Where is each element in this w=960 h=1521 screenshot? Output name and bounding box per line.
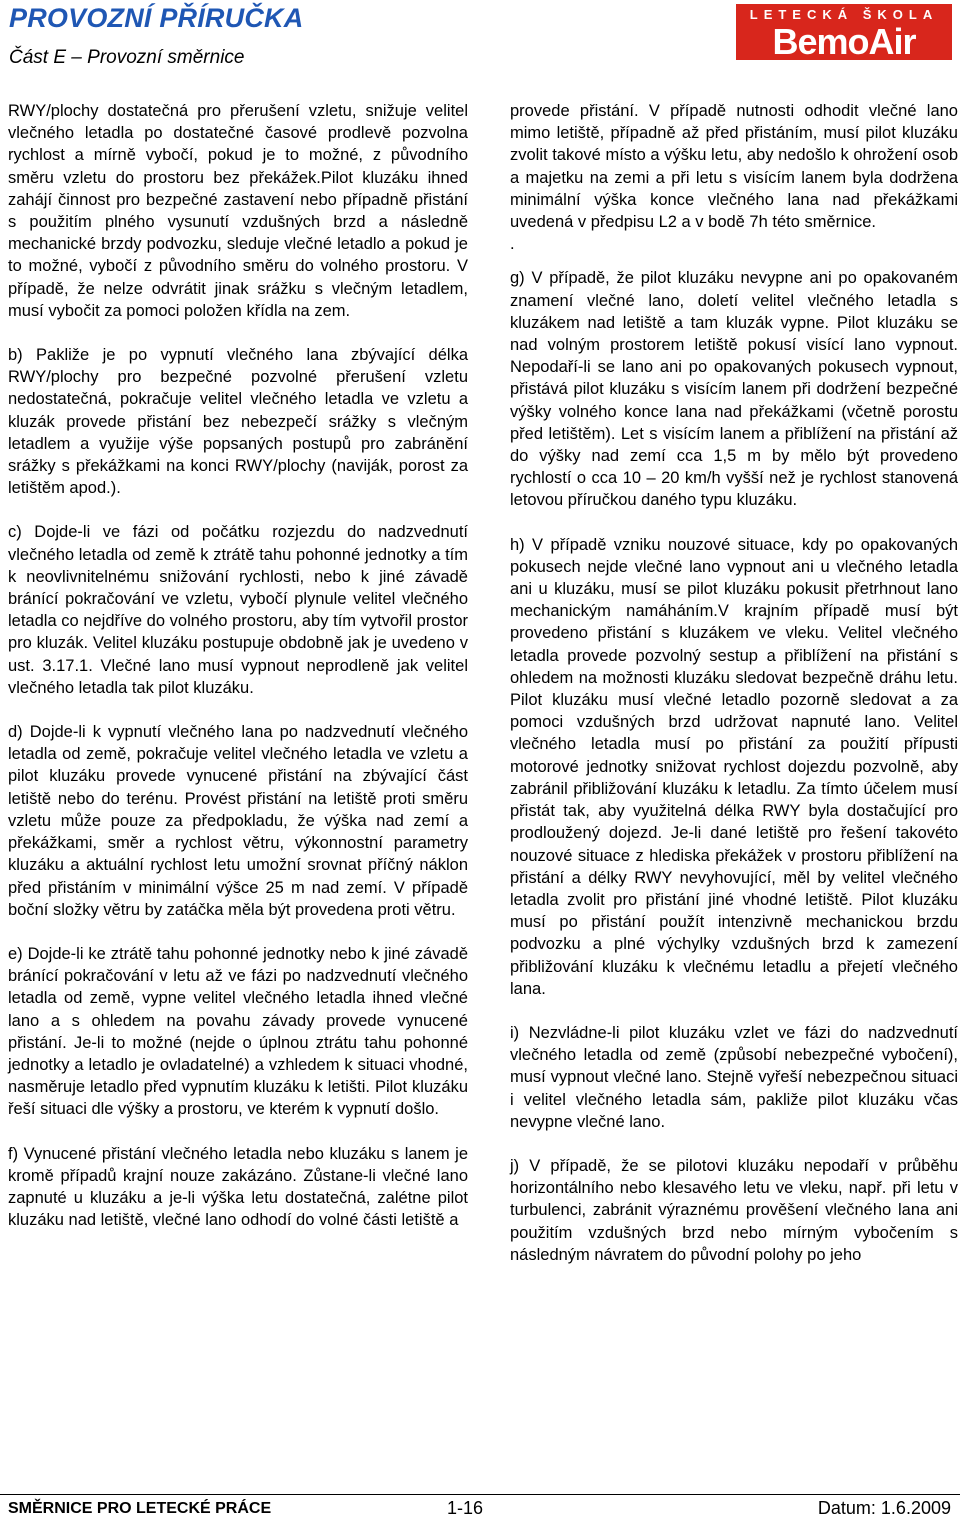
logo-wordmark: BemoAir (772, 21, 916, 62)
paragraph-dot: . (510, 235, 515, 254)
page-number: 1-16 (447, 1498, 484, 1518)
page-header (0, 0, 960, 80)
paragraph-c: c) Dojde-li ve fázi od počátku rozjezdu do nadzvednutí vlečného letadla od země k ztrátě tahu pohonné jednotky a tím k neovlivnitelnému snižování rychlosti, nebo k jiné závadě bránící pokračování ve vzletu, vybočí plynule velitel vlečného letadla co nejdříve do volného prostoru, aby tím vytvořil prostor pro kluzák. Velitel kluzáku postupuje obdobně jak je uvedeno v ust. 3.17.1. Vlečné lano musí vypnout neprodleně jak velitel vlečného letadla tak pilot kluzáku. (8, 523, 468, 697)
paragraph-f: f) Vynucené přistání vlečného letadla nebo kluzáku s lanem je kromě případů krajní nouze zakázáno. Zůstane-li vlečné lano zapnuté u kluzáku a je-li výška letu dostatečná, zalétne pilot kluzáku nad letiště, vlečné lano odhodí do volné části letiště a (8, 1144, 468, 1230)
paragraph-j: j) V případě, že se pilotovi kluzáku nepodaří v průběhu horizontálního nebo klesavého letu ve vleku, např. při letu v turbulenci, zabránit výraznému prověšení vlečného lana ani použitím vzdušných brzd nebo mírným vybočením s následným návratem do původní polohy po jeho (510, 1156, 958, 1264)
footer-section-title: SMĚRNICE PRO LETECKÉ PRÁCE (8, 1500, 272, 1517)
document-subtitle: Část E – Provozní směrnice (9, 47, 245, 68)
footer-date: Datum: 1.6.2009 (817, 1498, 951, 1518)
page-footer (0, 1494, 960, 1521)
paragraph-e: e) Dojde-li ke ztrátě tahu pohonné jednotky nebo k jiné závadě bránící pokračování v letu až ve fázi po nadzvednutí vlečného letadla od země, vypne velitel vlečného letadla ihned vlečné lano a s ohledem na povahu závady provede vynucené přistání. Je-li to možné (nejde o úplnou ztrátu tahu pohonné jednotky a letadlo je ovladatelné) a vzhledem k situaci vhodné, nasměruje letadlo před vypnutím kluzáku k letišti. Pilot kluzáku řeší situaci dle výšky a prostoru, ve kterém k vypnutí došlo. (8, 944, 468, 1119)
paragraph-d: d) Dojde-li k vypnutí vlečného lana po nadzvednutí vlečného letadla od země, pokračuje velitel vlečného letadla ve vzletu a pilot kluzáku provede vynucené přistání na zbývající část letiště nebo do terénu. Provést přistání na letiště proti směru vzletu může pouze za předpokladu, že výška nad zemí a překážkami, směr a rychlost větru, výkonnostní parametry kluzáku a aktuální rychlost letu umožní srovnat příčný náklon před přistáním v minimální výšce 25 m nad zemí. V případě boční složky větru by zatáčka měla být provedena proti větru. (8, 723, 468, 919)
paragraph-g: g) V případě, že pilot kluzáku nevypne ani po opakovaném znamení vlečné lano, doletí velitel vlečného letadla s kluzákem nad letiště a tam kluzák vypne. Pilot kluzáku se nad volným prostorem letiště pokusí visící lano vypnout. Nepodaří-li se lano ani po opakovaných pokusech vypnout, přistává pilot kluzáku s visícím lanem při dodržení bezpečné výšky volného konce lana nad překážkami (včetně porostu před letištěm). Let s visícím lanem a přiblížení na přistání až do výšky nad zemí cca 1,5 m by mělo být provedeno rychlostí o cca 10 – 20 km/h vyšší než je rychlost stanovená letovou příručkou daného typu kluzáku. (510, 269, 958, 510)
bemoair-logo (736, 4, 952, 60)
right-column (510, 100, 958, 1288)
paragraph-f-continued: provede přistání. V případě nutnosti odhodit vlečné lano mimo letiště, případně až před přistáním, musí pilot kluzáku zvolit takové místo a výšku letu, aby nedošlo k ohrožení osob a majetku na zemi a při letu s visícím lanem byla dodržena minimální výška konce vlečného lana nad překážkami uvedená v předpisu L2 a v bodě 7h této směrnice. (510, 102, 958, 232)
logo-caption: LETECKÁ ŠKOLA (749, 7, 939, 22)
paragraph-h: h) V případě vzniku nouzové situace, kdy po opakovaných pokusech nejde vlečné lano vypnout ani u vlečného letadla ani u kluzáku, musí se pilot kluzáku pokusit přetrhnout lano mechanickým namáháním.V krajním případě musí být provedeno přistání s kluzákem ve vleku. Velitel vlečného letadla provede pozvolný sestup a přiblížení na přistání s ohledem na možnosti kluzáku sledovat bezpečně dráhu letu. Pilot kluzáku musí vlečné letadlo pozorně sledovat a za pomoci vzdušných brzd udržovat napnuté lano. Velitel vlečného letadla musí po přistání za použití přípusti motorové jednotky snižovat rychlost dojezdu pozvolně, aby zabránil přibližování kluzáku k letadlu. Za tímto účelem musí přistát tak, aby využitelná délka RWY byla dostačující pro prodloužený dojezd. Je-li dané letiště pro řešení takovéto nouzové situace z hlediska překážek v prostoru přiblížení na přistání a délky RWY nevyhovující, měl by velitel vlečného letadla zvolit pro přistání jiné vhodné letiště. Pilot kluzáku musí po přistání použít intenzivně mechanickou brzdu podvozku a plné výchylky vzdušných brzd k zamezení přibližování kluzáku k vlečnému letadlu a přejetí vlečného lana. (510, 535, 958, 998)
paragraph-continued: RWY/plochy dostatečná pro přerušení vzletu, snižuje velitel vlečného letadla po dostatečné časové prodlevě pozvolna rychlost a mírně vybočí, pokud je to možné, z původního směru vzletu do prostoru bez překážek.Pilot kluzáku ihned zahájí činnost pro bezpečné zastavení nebo případně přistání s použitím plného vysunutí vzdušných brzd a následně mechanické brzdy podvozku, sleduje vlečné letadlo a pokud je to možné, vybočí z původního směru do volného prostoru. V případě, že nelze odvrátit jinak srážku s vlečným letadlem, musí vybočit za pomoci položen křídla na zem. (8, 102, 468, 320)
paragraph-b: b) Pakliže je po vypnutí vlečného lana zbývající délka RWY/plochy pro bezpečné pozvolné přerušení vzletu nedostatečná, pokračuje velitel vlečného letadla ve vzletu a kluzák provede přistání bez nebezpečí srážky s vlečným letadlem a využije výše popsaných postupů pro zabránění srážky s překážkami na konci RWY/plochy (naviják, porost za letištěm apod.). (8, 346, 468, 498)
paragraph-i: i) Nezvládne-li pilot kluzáku vzlet ve fázi do nadzvednutí vlečného letadla od země (způsobí nebezpečné vybočení), musí vypnout vlečné lano. Stejně vyřeší nebezpečnou situaci i velitel vlečného letadla sám, pakliže pilot kluzáku včas nevypne vlečné lano. (510, 1023, 958, 1131)
left-column (8, 100, 468, 1253)
document-title: PROVOZNÍ PŘÍRUČKA (9, 3, 304, 33)
